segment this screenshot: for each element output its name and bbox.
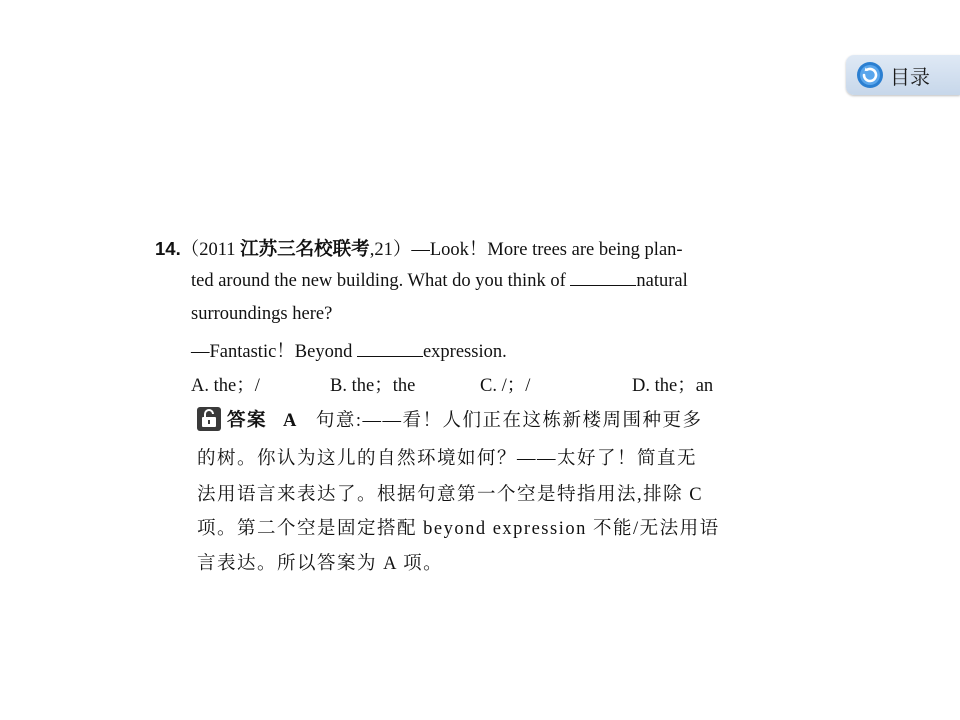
answer-key: A [283, 411, 298, 431]
answer-line-2: 的树。你认为这儿的自然环境如何？——太好了！简直无 [197, 449, 698, 469]
question-text-1: —Look！More trees are being plan- [411, 240, 683, 260]
question-line-3: surroundings here? [191, 304, 333, 324]
option-c: C. /；/ [480, 376, 531, 396]
answer-text-1: 句意:——看！人们正在这栋新楼周围种更多 [315, 411, 703, 431]
refresh-circle-icon [856, 61, 884, 89]
toc-button[interactable] [846, 55, 960, 95]
toc-label: 目录 [890, 64, 930, 89]
question-text-4a: —Fantastic！Beyond [191, 342, 357, 362]
question-text-2a: ted around the new building. What do you think of [191, 271, 571, 291]
question-source-close: ,21） [369, 240, 412, 260]
option-d: D. the；an [632, 376, 714, 396]
option-a: A. the；/ [191, 376, 260, 396]
question-line-2 [191, 270, 688, 292]
question-number: 14. [155, 238, 181, 259]
answer-label: 答案 [227, 410, 268, 431]
answer-line-1 [197, 406, 703, 432]
question-source-open: （2011 [180, 240, 241, 260]
unlock-icon [197, 407, 221, 431]
blank-2 [357, 341, 423, 357]
question-line-1 [155, 235, 683, 261]
answer-line-4: 项。第二个空是固定搭配 beyond expression 不能/无法用语 [197, 519, 720, 539]
question-text-2b: natural [636, 271, 688, 291]
option-b: B. the；the [330, 376, 416, 396]
answer-line-5: 言表达。所以答案为 A 项。 [197, 554, 444, 574]
answer-line-3: 法用语言来表达了。根据句意第一个空是特指用法,排除 C [197, 485, 704, 505]
question-source: 江苏三名校联考 [240, 239, 370, 260]
blank-1 [570, 270, 636, 286]
question-line-4 [191, 337, 507, 363]
question-text-4b: expression. [422, 342, 507, 362]
